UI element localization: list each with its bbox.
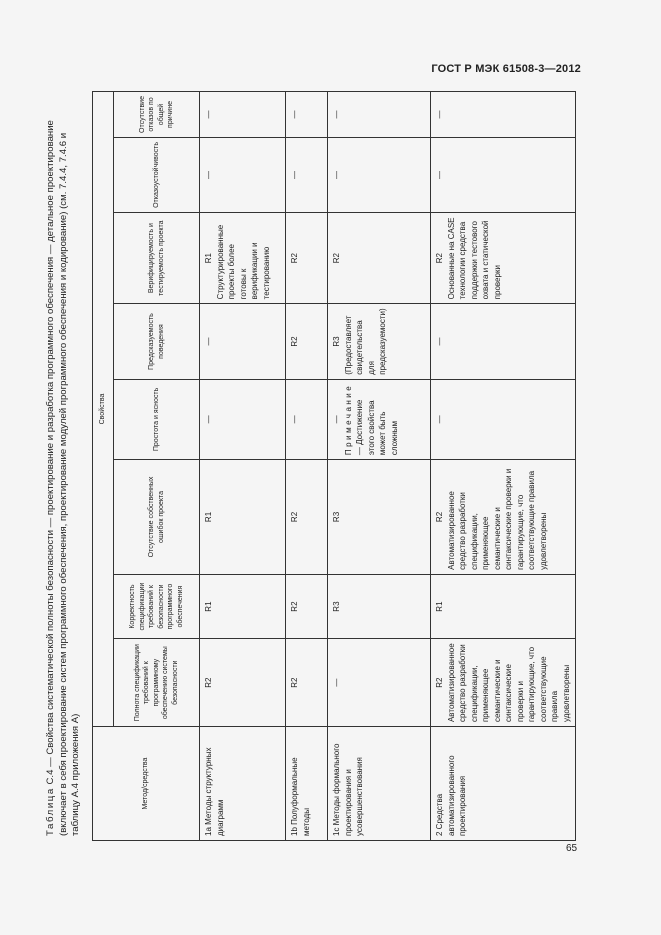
table-caption <box>45 96 83 836</box>
predictability-cell: R2 <box>286 304 328 379</box>
method-cell: 2 Средства автоматизированного проектирования <box>431 727 576 841</box>
verifiability-value: R2 <box>435 253 444 264</box>
freedom-cell: R2 <box>286 460 328 575</box>
verifiability-note: Основанные на CASE технологии средства поддержки тестового охвата и статической проверки <box>446 217 502 300</box>
table-row <box>200 92 286 841</box>
column-header-fault-tolerance: Отказоустойчивость <box>114 137 200 212</box>
verifiability-value: R1 <box>204 253 213 264</box>
column-header-verifiability: Верифицируемость и тестируемость проекта <box>114 212 200 303</box>
fault-tolerance-cell: — <box>431 137 576 212</box>
freedom-note: Автоматизированное средство разработки спецификации, применяющее семантические и синтаксические проверки и гарантирующие, что соответствующие правила удовлетворены <box>446 468 548 570</box>
caption-text: С.4 — Свойства систематической полноты безопасности — проектирование и разработка программного обеспечения — детальное проектирование (включает в себя проектирование систем программного обеспечения, проектирование модулей программного обеспечения и кодирование) (см. 7.4.4, 7.4.6 и таблицу А.4 приложения А) <box>45 120 81 836</box>
correctness-cell: R2 <box>286 574 328 638</box>
freedom-cell: R1 <box>200 460 286 575</box>
properties-group-header: Свойства <box>93 92 114 727</box>
completeness-value: R2 <box>435 677 444 688</box>
header-row-group <box>93 92 114 841</box>
freedom-value: R2 <box>435 511 444 523</box>
predictability-cell: — <box>431 304 576 379</box>
table-row <box>431 92 576 841</box>
column-header-common-cause: Отсутствие отказов по общей причине <box>114 92 200 138</box>
caption-label: Таблица <box>45 787 56 836</box>
correctness-cell: R1 <box>431 574 576 638</box>
simplicity-value: — <box>332 415 341 424</box>
completeness-cell: R2 <box>200 639 286 727</box>
standard-header: ГОСТ Р МЭК 61508-3—2012 <box>431 63 581 75</box>
completeness-note: Автоматизированное средство разработки спецификации, применяющее семантические и синтаксические проверки и гарантирующие, что соответствующие правила удовлетворены <box>446 643 571 723</box>
note-text: — Достижение этого свойства может быть сложным <box>355 399 399 456</box>
verifiability-cell: R2 <box>328 212 431 303</box>
verifiability-cell: R2 <box>286 212 328 303</box>
method-cell: 1b Полуформальные методы <box>286 727 328 841</box>
note-label: Примечание <box>343 383 353 456</box>
common-cause-cell: — <box>200 92 286 138</box>
column-header-simplicity: Простота и ясность <box>114 379 200 459</box>
page-number: 65 <box>566 843 578 854</box>
correctness-cell: R3 <box>328 574 431 638</box>
completeness-cell: R2 <box>286 639 328 727</box>
column-header-freedom: Отсутствие собственных ошибок проекта <box>114 460 200 575</box>
fault-tolerance-cell: — <box>200 137 286 212</box>
completeness-cell <box>431 639 576 727</box>
predictability-note: (Предоставляет свидетельства для предсказуемости) <box>343 308 387 375</box>
completeness-cell: — <box>328 639 431 727</box>
verifiability-cell <box>431 212 576 303</box>
verifiability-cell <box>200 212 286 303</box>
simplicity-note <box>343 384 401 455</box>
freedom-cell: R3 <box>328 460 431 575</box>
fault-tolerance-cell: — <box>328 137 431 212</box>
verifiability-note: Структурированные проекты более готовы к верификации и тестированию <box>215 224 271 300</box>
correctness-cell: R1 <box>200 574 286 638</box>
method-cell: 1с Методы формального проектирования и усовершенствования <box>328 727 431 841</box>
simplicity-cell: — <box>286 379 328 459</box>
table-row <box>328 92 431 841</box>
simplicity-cell: — <box>431 379 576 459</box>
freedom-cell <box>431 460 576 575</box>
predictability-cell: — <box>200 304 286 379</box>
column-header-correctness: Корректность спецификации требований к безопасности программного обеспечения <box>114 574 200 638</box>
fault-tolerance-cell: — <box>286 137 328 212</box>
common-cause-cell: — <box>431 92 576 138</box>
column-header-predictability: Предсказуемость поведения <box>114 304 200 379</box>
rotated-page-content <box>40 91 600 841</box>
simplicity-cell <box>328 379 431 459</box>
simplicity-cell: — <box>200 379 286 459</box>
predictability-cell <box>328 304 431 379</box>
method-column-header: Метод/средства <box>93 727 200 841</box>
common-cause-cell: — <box>286 92 328 138</box>
column-header-completeness: Полнота спецификации требований к программному обеспечению системы безопасности <box>114 639 200 727</box>
table-row <box>286 92 328 841</box>
method-cell: 1а Методы структурных диаграмм <box>200 727 286 841</box>
common-cause-cell: — <box>328 92 431 138</box>
predictability-value: R3 <box>332 336 341 347</box>
properties-table <box>92 91 576 841</box>
